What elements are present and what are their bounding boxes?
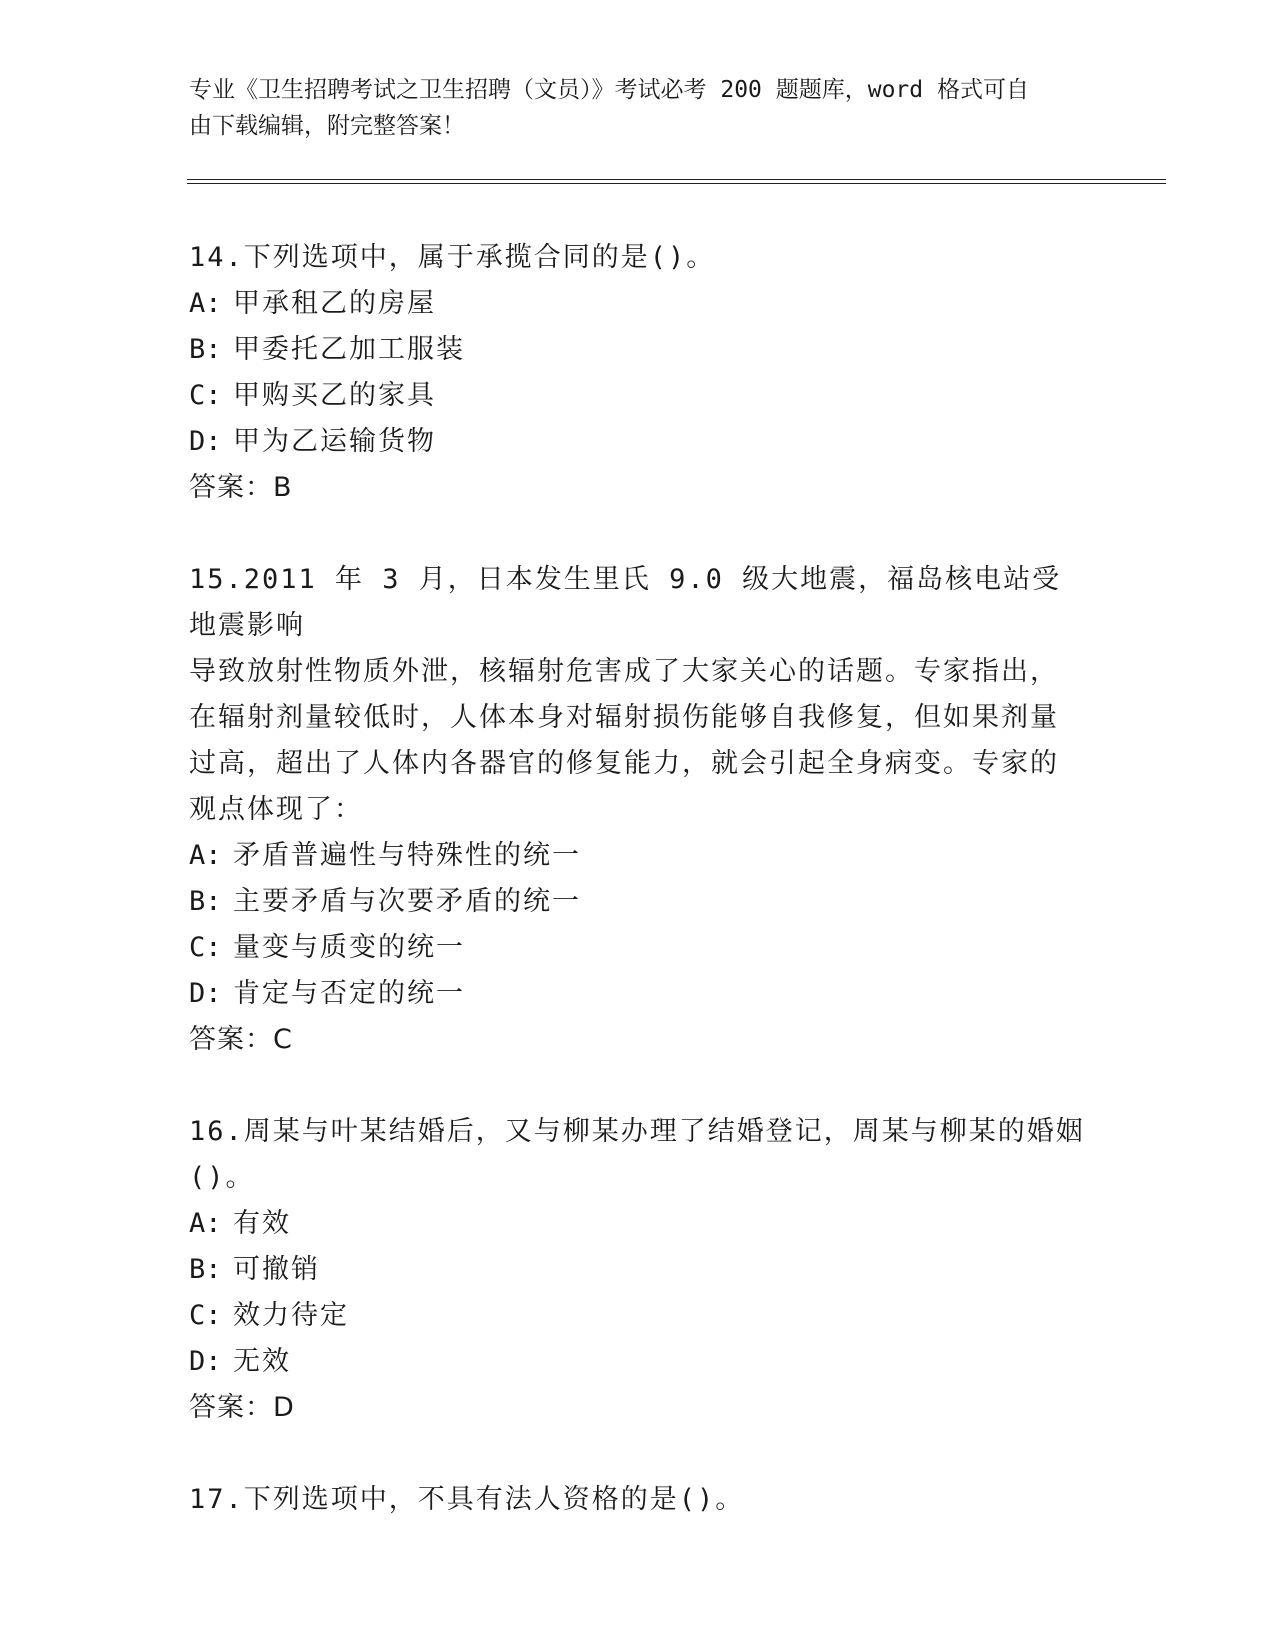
option-text: 主要矛盾与次要矛盾的统一 [233, 886, 581, 917]
option-text: 矛盾普遍性与特殊性的统一 [233, 840, 581, 871]
option-key: D: [189, 978, 222, 1009]
answer-label: 答案： [189, 472, 273, 503]
option-row [189, 971, 1089, 1017]
option-row [189, 373, 1089, 419]
option-text: 可撤销 [233, 1254, 320, 1285]
question-text-line: 在辐射剂量较低时，人体本身对辐射损伤能够自我修复，但如果剂量 [189, 702, 1059, 733]
option-row [189, 833, 1089, 879]
option-row [189, 1293, 1089, 1339]
option-key: C: [189, 380, 222, 411]
option-key: B: [189, 1254, 222, 1285]
option-text: 甲承租乙的房屋 [233, 288, 436, 319]
question-text-line: 14.下列选项中，属于承揽合同的是()。 [189, 242, 716, 273]
question-block [189, 1109, 1089, 1431]
answer-label: 答案： [189, 1392, 273, 1423]
question-block [189, 557, 1089, 1063]
option-key: A: [189, 840, 222, 871]
option-row [189, 327, 1089, 373]
header-line-2: 由下载编辑，附完整答案！ [189, 113, 465, 139]
option-row [189, 925, 1089, 971]
option-text: 有效 [233, 1208, 291, 1239]
option-row [189, 879, 1089, 925]
answer-value: D [273, 1392, 294, 1423]
option-text: 甲购买乙的家具 [233, 380, 436, 411]
answer-line [189, 465, 1089, 511]
question-text-line: ()。 [189, 1162, 255, 1193]
option-row [189, 1247, 1089, 1293]
question-text-line: 16.周某与叶某结婚后，又与柳某办理了结婚登记，周某与柳某的婚姻 [189, 1116, 1085, 1147]
option-row [189, 1201, 1089, 1247]
header-divider-top [187, 179, 1166, 180]
option-key: C: [189, 1300, 222, 1331]
option-row [189, 281, 1089, 327]
option-text: 效力待定 [233, 1300, 349, 1331]
answer-line [189, 1385, 1089, 1431]
header-line-1: 专业《卫生招聘考试之卫生招聘（文员）》考试必考 200 题题库，word 格式可自 [189, 77, 1029, 103]
question-block [189, 1477, 1089, 1523]
answer-value: C [273, 1024, 292, 1055]
option-key: C: [189, 932, 222, 963]
header-divider-bottom [187, 183, 1166, 184]
option-text: 甲为乙运输货物 [233, 426, 436, 457]
option-key: D: [189, 1346, 222, 1377]
option-key: B: [189, 886, 222, 917]
option-key: B: [189, 334, 222, 365]
answer-label: 答案： [189, 1024, 273, 1055]
question-text-line: 导致放射性物质外泄，核辐射危害成了大家关心的话题。专家指出， [189, 656, 1059, 687]
question-text-line: 15.2011 年 3 月，日本发生里氏 9.0 级大地震，福岛核电站受地震影响 [189, 564, 1062, 641]
option-text: 甲委托乙加工服装 [233, 334, 465, 365]
answer-value: B [273, 472, 292, 503]
question-list [189, 235, 1089, 1569]
option-row [189, 419, 1089, 465]
option-text: 无效 [233, 1346, 291, 1377]
option-key: A: [189, 288, 222, 319]
option-key: A: [189, 1208, 222, 1239]
document-header [189, 72, 1069, 144]
option-row [189, 1339, 1089, 1385]
answer-line [189, 1017, 1089, 1063]
question-text-line: 17.下列选项中，不具有法人资格的是()。 [189, 1484, 745, 1515]
option-key: D: [189, 426, 222, 457]
question-text-line: 观点体现了： [189, 794, 363, 825]
option-text: 量变与质变的统一 [233, 932, 465, 963]
option-text: 肯定与否定的统一 [233, 978, 465, 1009]
question-block [189, 235, 1089, 511]
question-text-line: 过高，超出了人体内各器官的修复能力，就会引起全身病变。专家的 [189, 748, 1059, 779]
